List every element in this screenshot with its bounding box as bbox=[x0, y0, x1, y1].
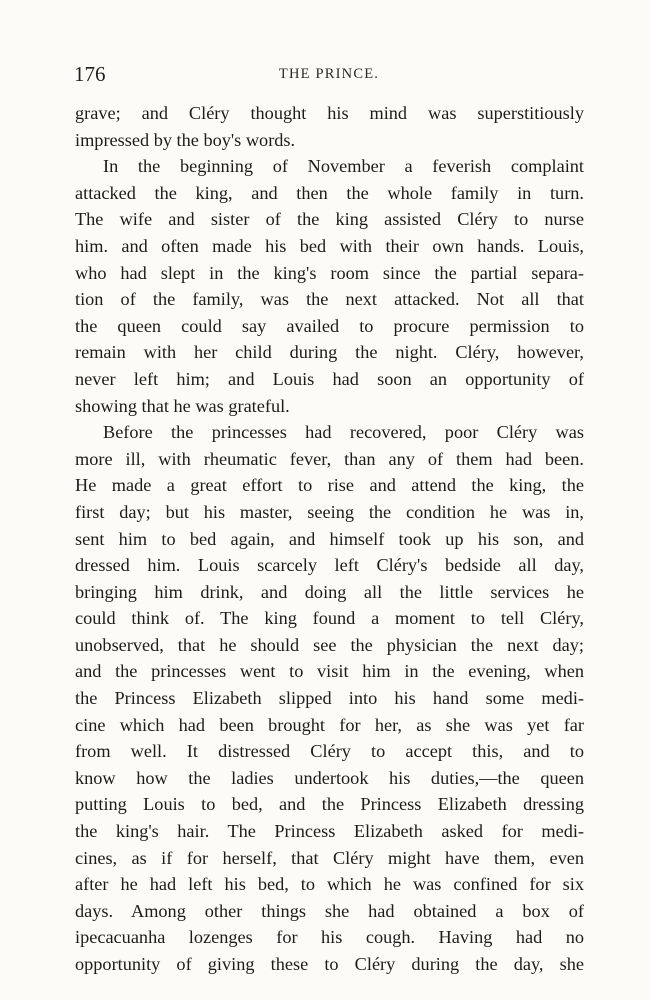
text-line: after he had left his bed, to which he was confined for six bbox=[75, 874, 584, 895]
paragraph-start-line: In the beginning of November a feverish complaint bbox=[103, 156, 584, 177]
text-line: first day; but his master, seeing the condition he was in, bbox=[75, 501, 584, 522]
text-line: the queen could say availed to procure permission to bbox=[75, 315, 584, 336]
text-line: and the princesses went to visit him in the evening, when bbox=[75, 661, 584, 682]
text-line: know how the ladies undertook his duties,—the queen bbox=[75, 767, 584, 788]
text-line: more ill, with rheumatic fever, than any of them had been. bbox=[75, 448, 584, 469]
text-line: the king's hair. The Princess Elizabeth asked for medi- bbox=[75, 821, 584, 842]
text-line: never left him; and Louis had soon an opportunity of bbox=[75, 368, 584, 389]
text-line: cines, as if for herself, that Cléry might have them, even bbox=[75, 847, 584, 868]
text-line: showing that he was grateful. bbox=[75, 395, 290, 416]
running-head: THE PRINCE. bbox=[278, 66, 380, 82]
text-line: impressed by the boy's words. bbox=[75, 129, 296, 150]
body-text bbox=[75, 100, 584, 978]
text-line: cine which had been brought for her, as she was yet far bbox=[75, 714, 584, 735]
text-line: tion of the family, was the next attacked. Not all that bbox=[75, 289, 584, 310]
text-line: The wife and sister of the king assisted Cléry to nurse bbox=[75, 209, 584, 230]
text-line: who had slept in the king's room since the partial separa- bbox=[75, 262, 584, 283]
text-line: putting Louis to bed, and the Princess Elizabeth dressing bbox=[75, 794, 584, 815]
text-line: bringing him drink, and doing all the little services he bbox=[75, 581, 584, 602]
text-line: dressed him. Louis scarcely left Cléry's bedside all day, bbox=[75, 555, 584, 576]
paragraph-start-line: Before the princesses had recovered, poor Cléry was bbox=[103, 422, 584, 443]
text-line: remain with her child during the night. Cléry, however, bbox=[75, 342, 584, 363]
text-line: unobserved, that he should see the physician the next day; bbox=[75, 634, 584, 655]
text-line: attacked the king, and then the whole family in turn. bbox=[75, 182, 584, 203]
text-line: He made a great effort to rise and attend the king, the bbox=[75, 475, 584, 496]
text-line: the Princess Elizabeth slipped into his hand some medi- bbox=[75, 688, 584, 709]
text-line: days. Among other things she had obtained a box of bbox=[75, 900, 584, 921]
text-line: from well. It distressed Cléry to accept this, and to bbox=[75, 741, 584, 762]
text-line: opportunity of giving these to Cléry during the day, she bbox=[75, 954, 584, 974]
text-line: could think of. The king found a moment to tell Cléry, bbox=[75, 608, 584, 629]
text-line: sent him to bed again, and himself took up his son, and bbox=[75, 528, 584, 549]
text-line: grave; and Cléry thought his mind was superstitiously bbox=[75, 103, 584, 123]
text-line: him. and often made his bed with their own hands. Louis, bbox=[75, 235, 584, 256]
text-line: ipecacuanha lozenges for his cough. Having had no bbox=[75, 927, 584, 948]
page-header bbox=[74, 62, 584, 92]
page-number: 176 bbox=[74, 62, 106, 86]
